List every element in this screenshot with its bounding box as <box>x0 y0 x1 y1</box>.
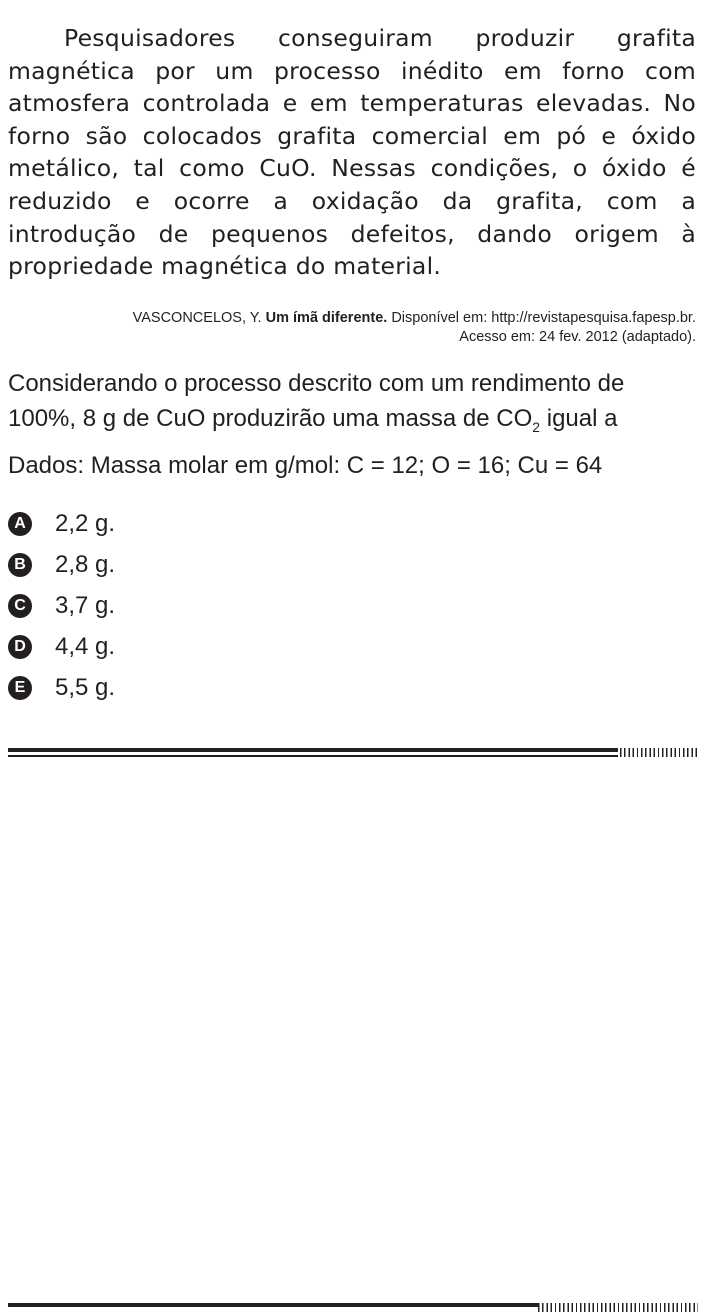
option-a[interactable] <box>8 503 115 544</box>
option-d[interactable] <box>8 626 115 667</box>
citation-title: Um ímã diferente. <box>265 310 388 326</box>
co2-subscript: 2 <box>532 419 541 435</box>
citation-access: Acesso em: 24 fev. 2012 (adaptado). <box>459 329 696 345</box>
option-a-letter-icon: A <box>8 512 32 536</box>
option-b-letter-icon: B <box>8 553 32 577</box>
source-citation <box>8 309 696 347</box>
question-line-2-suffix: igual a <box>540 405 618 432</box>
option-c-letter-icon: C <box>8 594 32 618</box>
question-line-1: Considerando o processo descrito com um rendimento de <box>8 370 625 397</box>
option-d-text: 4,4 g. <box>55 632 116 660</box>
option-e[interactable] <box>8 667 115 708</box>
option-c[interactable] <box>8 585 115 626</box>
divider-thin-rule <box>8 755 618 757</box>
citation-line-1 <box>8 309 696 328</box>
page-bottom-divider <box>8 1303 698 1315</box>
passage-text: Pesquisadores conseguiram produzir grafita magnética por um processo inédito em forno com atmosfera controlada e em temperaturas elevadas. No forno são colocados grafita comercial em pó e óxido metálico, tal como CuO. Nessas condições, o óxido é reduzido e ocorre a oxidação da grafita, com a introdução de pequenos defeitos, dando origem à propriedade magnética do material. <box>8 24 696 281</box>
bottom-divider-tick-marks <box>538 1303 698 1312</box>
divider-thick-rule <box>8 748 618 752</box>
option-d-letter-icon: D <box>8 635 32 659</box>
option-a-text: 2,2 g. <box>55 509 116 537</box>
option-c-text: 3,7 g. <box>55 591 116 619</box>
question-text <box>8 366 698 436</box>
molar-mass-data: Dados: Massa molar em g/mol: C = 12; O = 16; Cu = 64 <box>8 452 603 479</box>
divider-tick-marks <box>620 748 698 757</box>
question-line-2-prefix: 100%, 8 g de CuO produzirão uma massa de CO <box>8 405 533 432</box>
section-divider <box>8 748 698 760</box>
answer-options <box>8 503 115 708</box>
question-line-2 <box>8 401 698 436</box>
bottom-divider-thick-rule <box>8 1303 538 1307</box>
option-b[interactable] <box>8 544 115 585</box>
option-e-letter-icon: E <box>8 676 32 700</box>
citation-availability: Disponível em: http://revistapesquisa.fapesp.br. <box>391 310 696 326</box>
option-b-text: 2,8 g. <box>55 550 116 578</box>
citation-author: VASCONCELOS, Y. <box>132 310 262 326</box>
option-e-text: 5,5 g. <box>55 673 116 701</box>
